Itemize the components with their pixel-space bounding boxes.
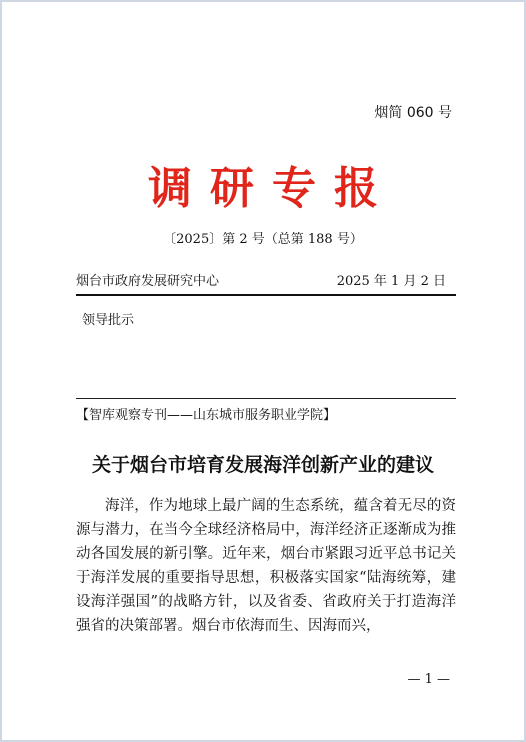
- publish-date: 2025 年 1 月 2 日: [336, 274, 446, 289]
- article-title: 关于烟台市培育发展海洋创新产业的建议: [91, 454, 434, 476]
- leader-instructions-label: 领导批示: [82, 313, 135, 328]
- issue-number: 〔2025〕第 2 号（总第 188 号）: [163, 232, 363, 247]
- column-label: 【智库观察专刊——山东城市服务职业学院】: [76, 408, 337, 423]
- article-paragraph: 海洋，作为地球上最广阔的生态系统，蕴含着无尽的资源与潜力，在当今全球经济格局中，海洋经济正逐渐成为推动各国发展的新引擎。近年来，烟台市紧跟习近平总书记关于海洋发展的重要指导思想，积极落实国家“陆海统筹，建设海洋强国”的战略方针，以及省委、省政府关于打造海洋强省的决策部署。烟台市依海而生、因海而兴，: [76, 498, 456, 634]
- publisher-row: [76, 270, 450, 290]
- header-divider: [76, 294, 456, 296]
- page-number: — 1 —: [407, 672, 450, 687]
- instructions-divider: [76, 398, 456, 399]
- report-title: 调研专报: [148, 163, 396, 214]
- publisher-name: 烟台市政府发展研究中心: [76, 274, 220, 289]
- document-number: 烟简 060 号: [374, 105, 452, 121]
